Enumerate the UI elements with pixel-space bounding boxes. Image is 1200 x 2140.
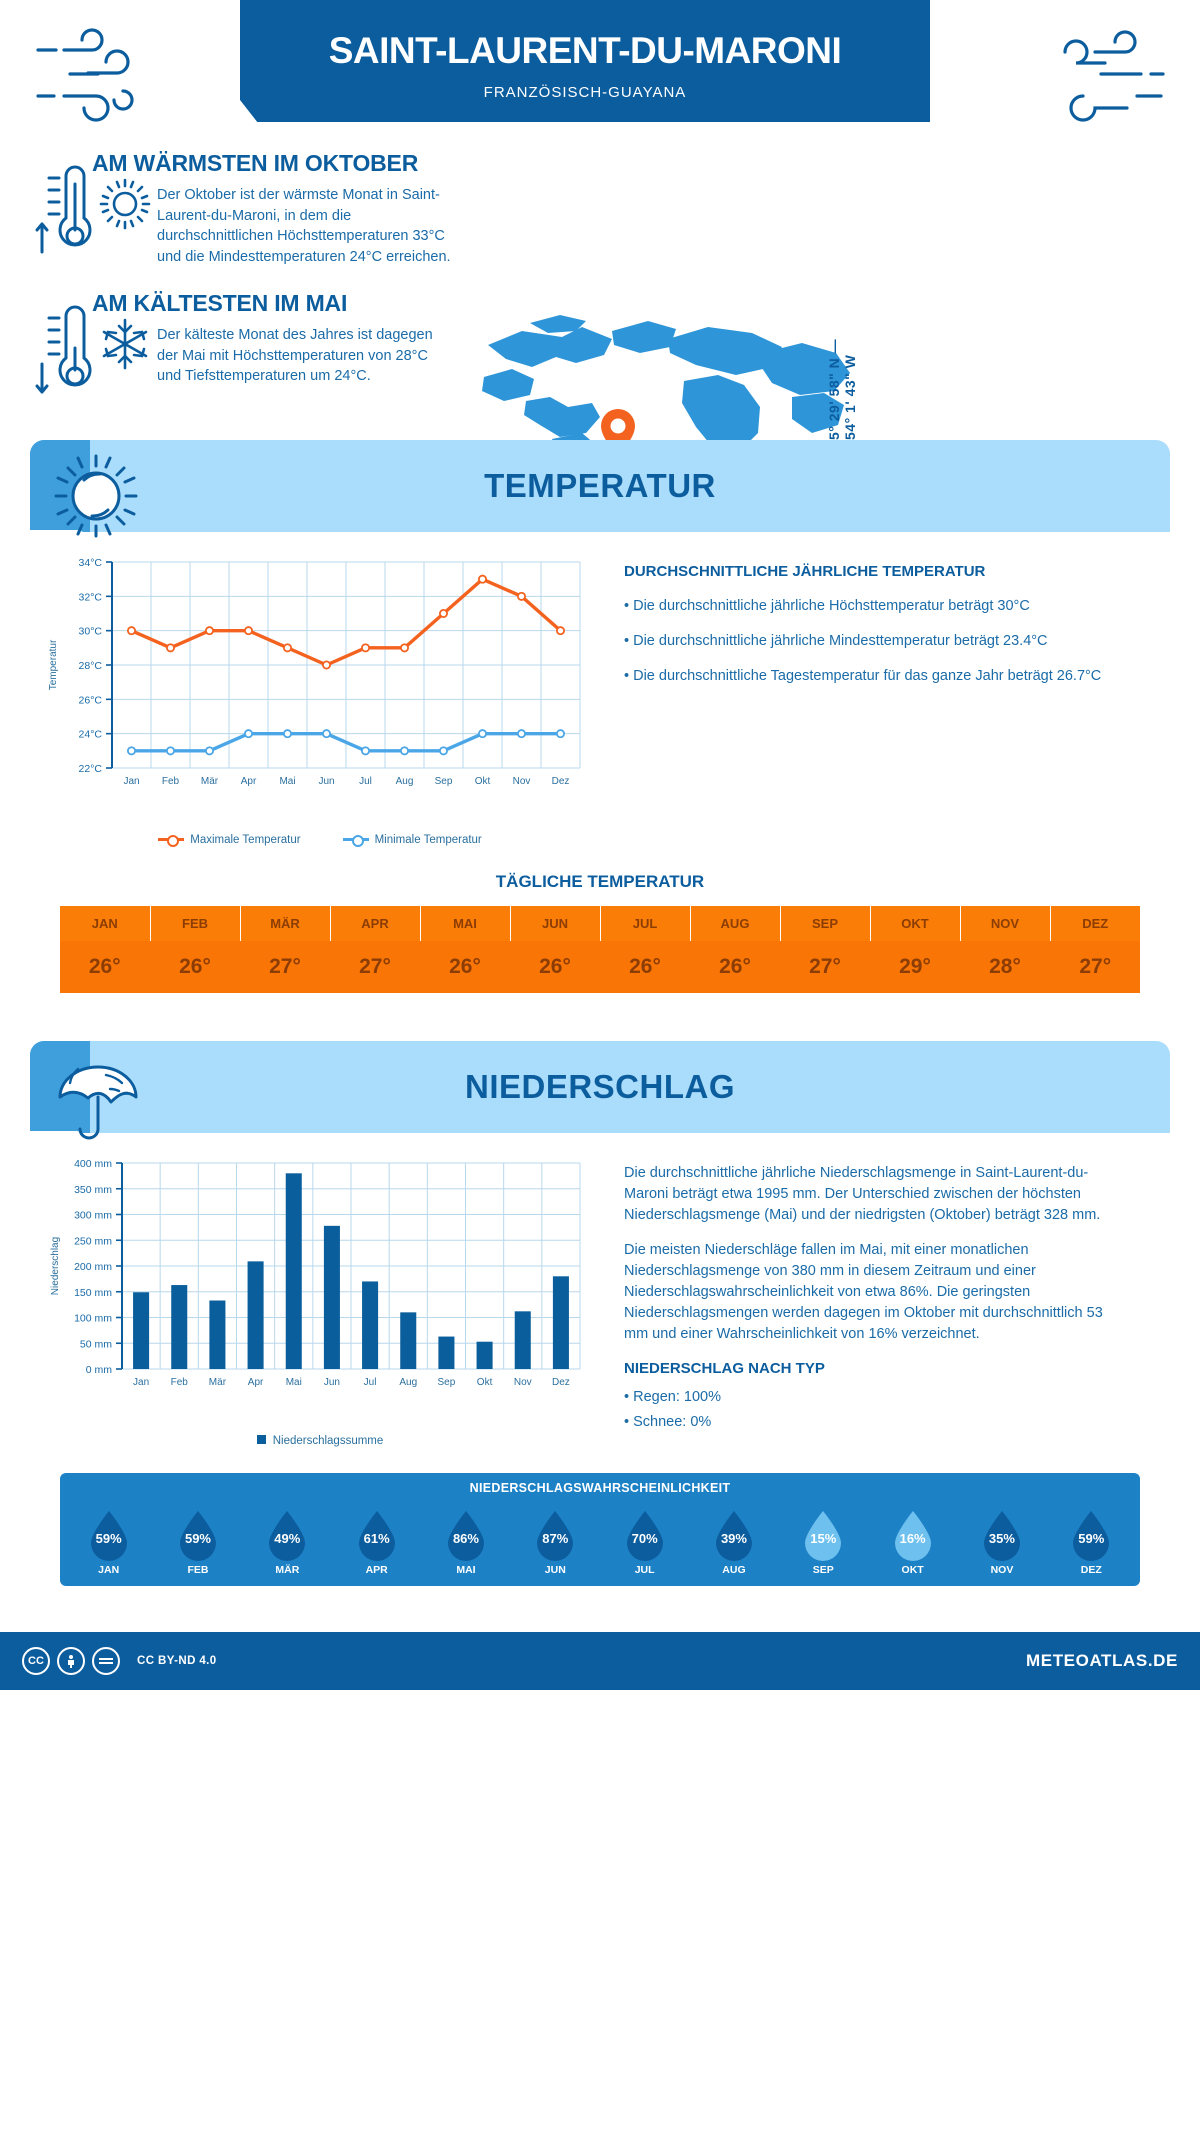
precipitation-probability-value: 35% bbox=[988, 1531, 1015, 1546]
svg-text:250 mm: 250 mm bbox=[74, 1235, 112, 1248]
legend-max-label: Maximale Temperatur bbox=[190, 834, 301, 846]
svg-text:Jun: Jun bbox=[323, 1377, 340, 1388]
daily-month-header: JAN bbox=[60, 906, 150, 941]
precipitation-probability-cell bbox=[600, 1509, 689, 1576]
nd-badge bbox=[92, 1647, 120, 1675]
thermometer-down-icon bbox=[35, 298, 93, 403]
coordinates: 5° 29' 58" N — 54° 1' 43" W bbox=[826, 338, 858, 440]
precipitation-probability-month: AUG bbox=[722, 1564, 746, 1576]
svg-text:Jan: Jan bbox=[133, 1377, 150, 1388]
precipitation-probability-month: JUN bbox=[544, 1564, 566, 1576]
legend-min bbox=[343, 834, 482, 846]
precipitation-type-snow: • Schnee: 0% bbox=[624, 1413, 712, 1430]
svg-text:400 mm: 400 mm bbox=[74, 1158, 112, 1170]
license-block bbox=[22, 1647, 217, 1675]
precipitation-bar-chart bbox=[40, 1151, 600, 1426]
svg-text:22°C: 22°C bbox=[78, 763, 102, 775]
precipitation-type-heading: NIEDERSCHLAG NACH TYP bbox=[624, 1360, 825, 1378]
legend-max bbox=[158, 834, 300, 846]
precipitation-probability-value: 87% bbox=[542, 1531, 569, 1546]
page-header bbox=[0, 0, 1200, 150]
warmest-text: Der Oktober ist der wärmste Monat in Saint-Laurent-du-Maroni, in dem die durchschnittlichen Höchsttemperaturen 33°C und die Mindesttemperaturen 24°C erreichen. bbox=[157, 187, 451, 265]
temperature-bullet-1: • Die durchschnittliche jährliche Mindesttemperatur beträgt 23.4°C bbox=[624, 632, 1048, 649]
daily-temperature-table bbox=[60, 906, 1140, 993]
temperature-side-info bbox=[600, 550, 1120, 846]
sun-icon-banner bbox=[48, 448, 144, 544]
precipitation-banner-title: NIEDERSCHLAG bbox=[464, 1068, 736, 1105]
daily-temperature-header-row bbox=[60, 906, 1140, 941]
precipitation-paragraph-0: Die durchschnittliche jährliche Niederschlagsmenge in Saint-Laurent-du-Maroni beträgt etwa 1995 mm. Der Unterschied zwischen der höchsten Niederschlagsmenge (Mai) und der niedrigsten (Oktober) beträgt 328 mm. bbox=[624, 1165, 1101, 1224]
svg-text:Temperatur: Temperatur bbox=[48, 639, 59, 691]
precipitation-probability-month: NOV bbox=[990, 1564, 1014, 1576]
temperature-bullet-0: • Die durchschnittliche jährliche Höchsttemperatur beträgt 30°C bbox=[624, 597, 1030, 614]
license-text: CC BY-ND 4.0 bbox=[137, 1655, 217, 1667]
umbrella-icon bbox=[48, 1049, 144, 1145]
water-drop-icon bbox=[533, 1509, 577, 1563]
precipitation-chart bbox=[40, 1151, 600, 1447]
svg-text:150 mm: 150 mm bbox=[74, 1286, 112, 1299]
precipitation-probability-value: 16% bbox=[899, 1531, 926, 1546]
sun-icon-warm bbox=[97, 176, 153, 232]
temperature-chart bbox=[40, 550, 600, 846]
precipitation-probability-widget bbox=[60, 1473, 1140, 1586]
daily-month-header: JUN bbox=[510, 906, 600, 941]
cc-badge: CC bbox=[22, 1647, 50, 1675]
precipitation-probability-month: SEP bbox=[812, 1564, 834, 1576]
temperature-line-chart bbox=[40, 550, 600, 825]
svg-text:28°C: 28°C bbox=[78, 660, 102, 672]
precipitation-probability-row bbox=[60, 1503, 1140, 1586]
precipitation-banner bbox=[30, 1041, 1170, 1133]
temperature-side-heading: DURCHSCHNITTLICHE JÄHRLICHE TEMPERATUR bbox=[624, 563, 986, 580]
precipitation-probability-cell bbox=[689, 1509, 778, 1576]
svg-text:350 mm: 350 mm bbox=[74, 1183, 112, 1196]
daily-temp-value: 26° bbox=[510, 941, 600, 993]
precipitation-probability-cell bbox=[779, 1509, 868, 1576]
precipitation-probability-cell bbox=[153, 1509, 242, 1576]
precipitation-probability-cell bbox=[868, 1509, 957, 1576]
svg-text:32°C: 32°C bbox=[78, 591, 102, 604]
daily-month-header: AUG bbox=[690, 906, 780, 941]
facts-section bbox=[0, 150, 1200, 440]
svg-text:200 mm: 200 mm bbox=[74, 1261, 112, 1273]
precipitation-probability-cell bbox=[421, 1509, 510, 1576]
precipitation-probability-cell bbox=[511, 1509, 600, 1576]
wind-icon-right bbox=[1055, 22, 1170, 127]
daily-month-header: APR bbox=[330, 906, 420, 941]
warmest-heading: AM WÄRMSTEN IM OKTOBER bbox=[92, 150, 419, 176]
svg-text:Sep: Sep bbox=[434, 776, 453, 787]
precipitation-probability-month: FEB bbox=[187, 1564, 209, 1576]
water-drop-icon bbox=[801, 1509, 845, 1563]
svg-text:Nov: Nov bbox=[513, 1377, 532, 1388]
coldest-heading: AM KÄLTESTEN IM MAI bbox=[92, 290, 348, 316]
precipitation-probability-title: NIEDERSCHLAGSWAHRSCHEINLICHKEIT bbox=[60, 1473, 1140, 1503]
precipitation-probability-cell bbox=[64, 1509, 153, 1576]
page-footer bbox=[0, 1632, 1200, 1690]
daily-month-header: NOV bbox=[960, 906, 1050, 941]
svg-text:Dez: Dez bbox=[551, 776, 570, 787]
precipitation-probability-value: 49% bbox=[274, 1531, 301, 1546]
page-subtitle: FRANZÖSISCH-GUAYANA bbox=[483, 84, 687, 101]
daily-month-header: OKT bbox=[870, 906, 960, 941]
precipitation-probability-month: JAN bbox=[98, 1564, 120, 1576]
precipitation-probability-month: APR bbox=[365, 1564, 388, 1576]
svg-text:Nov: Nov bbox=[512, 776, 531, 787]
coldest-text: Der kälteste Monat des Jahres ist dagegen der Mai mit Höchsttemperaturen von 28°C und Tiefsttemperaturen um 24°C. bbox=[157, 327, 433, 385]
daily-month-header: DEZ bbox=[1050, 906, 1140, 941]
water-drop-icon bbox=[980, 1509, 1024, 1563]
temperature-banner-title: TEMPERATUR bbox=[484, 467, 716, 504]
daily-temp-value: 28° bbox=[960, 941, 1050, 993]
svg-text:24°C: 24°C bbox=[78, 728, 102, 741]
daily-temp-value: 27° bbox=[780, 941, 870, 993]
svg-text:Feb: Feb bbox=[161, 776, 180, 787]
svg-text:Mai: Mai bbox=[285, 1377, 302, 1388]
svg-text:Jul: Jul bbox=[359, 776, 372, 787]
daily-temp-value: 26° bbox=[150, 941, 240, 993]
page-title: SAINT-LAURENT-DU-MARONI bbox=[328, 30, 842, 71]
precipitation-probability-value: 59% bbox=[95, 1531, 122, 1546]
precipitation-probability-cell bbox=[957, 1509, 1046, 1576]
precipitation-probability-value: 86% bbox=[452, 1531, 479, 1546]
precipitation-probability-value: 59% bbox=[1078, 1531, 1105, 1546]
fact-coldest bbox=[35, 290, 495, 387]
daily-temp-value: 27° bbox=[240, 941, 330, 993]
precipitation-type-rain: • Regen: 100% bbox=[624, 1388, 721, 1405]
daily-month-header: SEP bbox=[780, 906, 870, 941]
legend-precip-sum bbox=[257, 1435, 384, 1447]
temperature-bullet-2: • Die durchschnittliche Tagestemperatur für das ganze Jahr beträgt 26.7°C bbox=[624, 667, 1102, 684]
svg-text:30°C: 30°C bbox=[78, 625, 102, 638]
water-drop-icon bbox=[623, 1509, 667, 1563]
precipitation-probability-month: DEZ bbox=[1080, 1564, 1102, 1576]
thermometer-up-icon bbox=[35, 158, 93, 263]
precipitation-section bbox=[30, 1041, 1170, 1610]
water-drop-icon bbox=[265, 1509, 309, 1563]
temperature-banner bbox=[30, 440, 1170, 532]
svg-text:Aug: Aug bbox=[395, 776, 414, 787]
temperature-section bbox=[30, 440, 1170, 1019]
svg-text:50 mm: 50 mm bbox=[79, 1338, 112, 1351]
precipitation-probability-value: 15% bbox=[810, 1531, 837, 1546]
svg-text:Feb: Feb bbox=[170, 1377, 188, 1388]
svg-text:Jul: Jul bbox=[363, 1377, 377, 1388]
brand-name: METEOATLAS.DE bbox=[1026, 1651, 1178, 1670]
svg-text:Dez: Dez bbox=[552, 1377, 570, 1388]
precipitation-legend bbox=[40, 1435, 600, 1447]
daily-temp-value: 26° bbox=[60, 941, 150, 993]
water-drop-icon bbox=[176, 1509, 220, 1563]
daily-temp-value: 29° bbox=[870, 941, 960, 993]
daily-month-header: JUL bbox=[600, 906, 690, 941]
svg-text:Apr: Apr bbox=[240, 776, 257, 787]
svg-text:26°C: 26°C bbox=[78, 694, 102, 707]
daily-temperature-value-row bbox=[60, 941, 1140, 993]
precipitation-probability-value: 59% bbox=[184, 1531, 211, 1546]
precipitation-probability-month: JUL bbox=[634, 1564, 655, 1576]
water-drop-icon bbox=[87, 1509, 131, 1563]
water-drop-icon bbox=[891, 1509, 935, 1563]
svg-text:100 mm: 100 mm bbox=[74, 1312, 112, 1325]
svg-text:Okt: Okt bbox=[474, 776, 491, 787]
fact-warmest bbox=[35, 150, 495, 267]
svg-text:Okt: Okt bbox=[476, 1377, 493, 1388]
precipitation-probability-month: MÄR bbox=[275, 1564, 300, 1576]
temperature-panel bbox=[30, 532, 1170, 1019]
precipitation-panel bbox=[30, 1133, 1170, 1610]
precipitation-paragraph-1: Die meisten Niederschläge fallen im Mai, mit einer monatlichen Niederschlagsmenge von 380 mm in diesem Zeitraum und einer Niederschlagswahrscheinlichkeit von etwa 86%. Die geringsten Niederschlagsmengen werden dagegen im Oktober mit durchschnittlich 53 mm und einer Wahrscheinlichkeit von 16% verzeichnet. bbox=[624, 1242, 1103, 1343]
precipitation-probability-cell bbox=[1047, 1509, 1136, 1576]
daily-month-header: MAI bbox=[420, 906, 510, 941]
svg-text:Apr: Apr bbox=[247, 1377, 264, 1388]
water-drop-icon bbox=[1069, 1509, 1113, 1563]
precipitation-probability-value: 61% bbox=[363, 1531, 390, 1546]
legend-precip-label: Niederschlagssumme bbox=[272, 1435, 384, 1447]
daily-temp-value: 27° bbox=[1050, 941, 1140, 993]
daily-temp-value: 26° bbox=[420, 941, 510, 993]
svg-text:Mai: Mai bbox=[279, 776, 296, 787]
svg-text:300 mm: 300 mm bbox=[74, 1209, 112, 1222]
water-drop-icon bbox=[355, 1509, 399, 1563]
precipitation-probability-cell bbox=[332, 1509, 421, 1576]
daily-temp-value: 26° bbox=[600, 941, 690, 993]
svg-text:Jun: Jun bbox=[318, 776, 335, 787]
svg-text:34°C: 34°C bbox=[78, 557, 102, 569]
daily-temperature-title: TÄGLICHE TEMPERATUR bbox=[495, 872, 705, 891]
svg-text:Sep: Sep bbox=[437, 1377, 456, 1388]
precipitation-probability-value: 70% bbox=[631, 1531, 658, 1546]
legend-min-label: Minimale Temperatur bbox=[374, 834, 482, 846]
precipitation-probability-value: 39% bbox=[720, 1531, 747, 1546]
snowflake-icon bbox=[97, 316, 153, 372]
svg-text:Jan: Jan bbox=[123, 776, 140, 787]
svg-text:Niederschlag: Niederschlag bbox=[50, 1236, 61, 1296]
daily-temp-value: 26° bbox=[690, 941, 780, 993]
daily-month-header: FEB bbox=[150, 906, 240, 941]
daily-temp-value: 27° bbox=[330, 941, 420, 993]
svg-text:Mär: Mär bbox=[200, 776, 219, 787]
precipitation-probability-month: MAI bbox=[456, 1564, 476, 1576]
temperature-legend bbox=[40, 834, 600, 846]
precipitation-probability-cell bbox=[243, 1509, 332, 1576]
water-drop-icon bbox=[444, 1509, 488, 1563]
daily-month-header: MÄR bbox=[240, 906, 330, 941]
svg-text:0 mm: 0 mm bbox=[85, 1364, 112, 1376]
by-badge bbox=[57, 1647, 85, 1675]
water-drop-icon bbox=[712, 1509, 756, 1563]
svg-text:Mär: Mär bbox=[208, 1377, 227, 1388]
precipitation-probability-month: OKT bbox=[901, 1564, 924, 1576]
wind-icon-left bbox=[30, 22, 145, 127]
svg-text:Aug: Aug bbox=[399, 1377, 418, 1388]
precipitation-side-info bbox=[600, 1151, 1120, 1447]
